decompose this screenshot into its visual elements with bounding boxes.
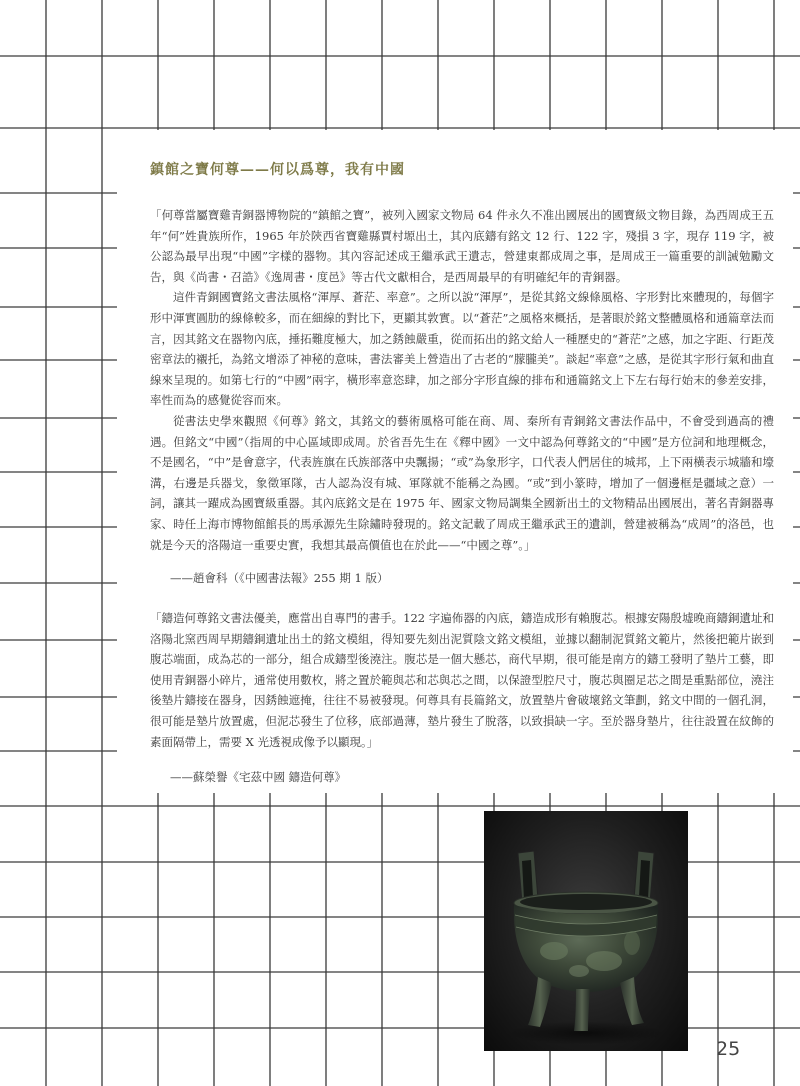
quote2-paragraph-1: 「鑄造何尊銘文書法優美，應當出自專門的書手。122 字遍佈器的內底，鑄造成形有賴腹芯。根據安陽殷墟晚商鑄銅遺址和洛陽北窯西周早期鑄銅遺址出土的銘文模組，得知要先刻出泥質陰文銘文模組，並據以翻制泥質銘文範片，然後把範片嵌到腹芯端面，成為芯的一部分，組合成鑄型後澆注。腹芯是一個大懸芯，商代早期，很可能是南方的鑄工發明了墊片工藝，即使用青銅器小碎片，通常使用數枚，將之置於範與芯和芯與芯之間，以保證型腔尺寸，腹芯與圈足芯之間是重點部位，澆注後墊片鑄接在器身，因銹蝕遮掩，往往不易被發現。何尊具有長篇銘文，放置墊片會破壞銘文筆劃，銘文中間的一個孔洞，很可能是墊片放置處，但泥芯發生了位移，底部過薄，墊片發生了脫落，以致損缺一字。至於器身墊片，往往設置在紋飾的素面隔帶上，需要 X 光透視成像予以顯現。」	[150, 611, 774, 749]
quote2-citation: ——蘇榮譽《宅茲中國 鑄造何尊》	[170, 770, 347, 784]
bronze-ding-photo	[484, 811, 688, 1051]
quote1-paragraph-2: 這件青銅國寶銘文書法風格“渾厚、蒼茫、率意”。之所以說“渾厚”，是從其銘文線條風格、字形對比來體現的，每個字形中渾實圓肋的線條較多，而在細線的對比下，更顯其敦實。以“蒼茫”之風格來概括，是著眼於銘文整體風格和通篇章法而言，因其銘文在器物內底，捶拓難度極大，加之銹蝕嚴重，從而拓出的銘文給人一種歷史的“蒼茫”之感，加之字距、行距茂密章法的襯托，為銘文增添了神秘的意味，書法審美上營造出了古老的“朦朧美”。談起“率意”之感，是從其字形行氣和曲直線來呈現的。如第七行的“中國”兩字，橫形率意恣肆，加之部分字形直線的排布和通篇銘文上下左右每行始末的參差安排，率性而為的感覺從容而來。	[150, 290, 774, 408]
article-title: 鎮館之寶何尊——何以爲尊，我有中國	[150, 162, 405, 178]
quote-block-1	[150, 205, 774, 555]
page-number: 25	[716, 1038, 741, 1060]
quote1-citation: ——趙會科（《中國書法報》255 期 1 版）	[170, 571, 389, 585]
bronze-ding-illustration	[484, 811, 688, 1051]
quote1-paragraph-3: 從書法史學來觀照《何尊》銘文，其銘文的藝術風格可能在商、周、秦所有青銅銘文書法作品中，不會受到過高的禮遇。但銘文“中國”（指周的中心區域即成周。於省吾先生在《釋中國》一文中認為何尊銘文的“中國”是方位詞和地理概念，不是國名，“中”是會意字，代表旌旗在氏族部落中央飄揚；“或”為象形字，口代表人們居住的城邦，上下兩橫表示城牆和壕溝，右邊是兵器戈，象徵軍隊，古人認為沒有城、軍隊就不能稱之為國。“或”到小篆時，增加了一個邊框是疆域之意）一詞，讓其一躍成為國寶級重器。其內底銘文是在 1975 年、國家文物局調集全國新出土的文物精品出國展出，著名青銅器專家、時任上海市博物館館長的馬承源先生除鏽時發現的。銘文記載了周成王繼承武王的遺訓，營建被稱為“成周”的洛邑，也就是今天的洛陽這一重要史實，我想其最高價值也在於此——“中國之尊”。」	[150, 413, 774, 552]
quote1-paragraph-1: 「何尊當屬寶雞青銅器博物院的“鎮館之寶”，被列入國家文物局 64 件永久不准出國展出的國寶級文物目錄，為西周成王五年“何”姓貴族所作，1965 年於陝西省寶雞縣賈村塬出土，其內底鑄有銘文 12 行、122 字，殘損 3 字，現存 119 字，被公認為最早出現“中國”字樣的器物。其內容記述成王繼承武王遺志，營建東都成周之事，是周成王一篇重要的訓誡勉勵文告，與《尚書・召誥》《逸周書・度邑》等古代文獻相合，是西周最早的有明確紀年的青銅器。	[150, 208, 774, 284]
quote-block-2	[150, 608, 774, 752]
